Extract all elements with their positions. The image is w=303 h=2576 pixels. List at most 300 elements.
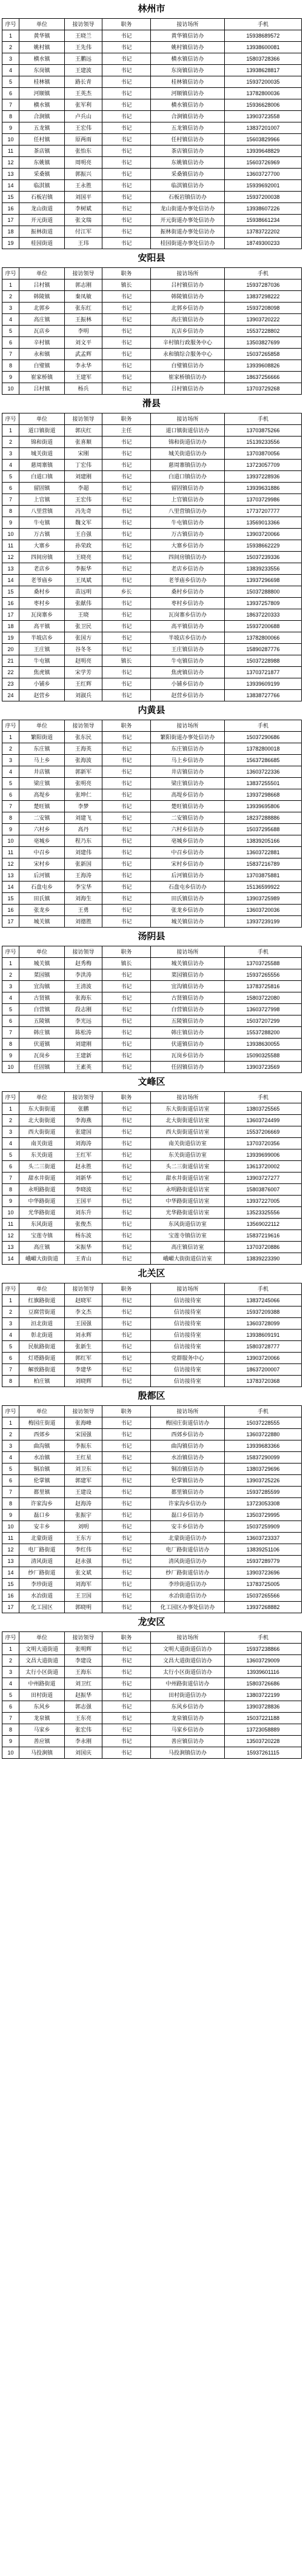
table-cell: 横水镇信访办 — [151, 53, 225, 65]
column-header: 接访场所 — [151, 413, 225, 425]
table-cell: 15803726686 — [225, 1678, 302, 1690]
table-cell: 8 — [2, 1724, 19, 1736]
table-row — [2, 1138, 302, 1149]
table-cell: 13 — [2, 169, 19, 180]
table-cell: 城关镇信访办 — [151, 916, 225, 928]
table-row — [2, 847, 302, 858]
table-cell: 张新国 — [65, 858, 102, 870]
table-cell: 李梦 — [65, 801, 102, 812]
table-cell: 东庄镇信访办 — [151, 743, 225, 755]
table-cell: 7 — [2, 1173, 19, 1184]
section-title: 文峰区 — [138, 1077, 165, 1087]
table-cell: 任固镇信访办 — [151, 1062, 225, 1073]
table-cell: 10 — [2, 134, 19, 146]
table-cell: 15037290686 — [225, 732, 302, 743]
table-cell: 老店乡信访办 — [151, 563, 225, 575]
table-row — [2, 1713, 302, 1724]
table-cell: 15938662229 — [225, 540, 302, 552]
table-row — [2, 1242, 302, 1253]
table-cell: 7 — [2, 349, 19, 360]
table-cell: 13703720886 — [225, 1242, 302, 1253]
table-cell: 书记 — [102, 372, 151, 383]
table-cell: 东大街街道信访室 — [151, 1103, 225, 1115]
table-header-row — [2, 1092, 302, 1103]
column-header: 接访领导 — [65, 1283, 102, 1295]
table-cell: 灯塔路街道 — [19, 1353, 65, 1364]
table-cell: 15136599922 — [225, 882, 302, 893]
table-cell: 刘卫红 — [65, 1678, 102, 1690]
table-row — [2, 337, 302, 349]
table-cell: 城关镇 — [19, 916, 65, 928]
table-row — [2, 812, 302, 824]
table-row — [2, 169, 302, 180]
table-row — [2, 1667, 302, 1678]
table-cell: 15803728366 — [225, 53, 302, 65]
table-cell: 桂园街道办事处信访办 — [151, 238, 225, 249]
table-cell: 峨嵋大街街道信访室 — [151, 1253, 225, 1265]
table-cell: 8 — [2, 812, 19, 824]
table-cell: 李振东 — [65, 1440, 102, 1452]
table-row — [2, 609, 302, 621]
contact-table — [2, 1091, 302, 1265]
table-cell: 郭新军 — [65, 766, 102, 778]
table-cell: 书记 — [102, 1050, 151, 1062]
table-cell: 高堤乡信访办 — [151, 789, 225, 801]
table-cell: 吕村镇 — [19, 383, 65, 395]
table-cell: 梅园庄街道信访办 — [151, 1417, 225, 1429]
table-cell: 石板岩镇信访办 — [151, 192, 225, 203]
table-cell: 18 — [2, 226, 19, 238]
table-cell: 宝莲寺镇信访室 — [151, 1230, 225, 1242]
table-cell: 镇长 — [102, 958, 151, 969]
table-cell: 15603829966 — [225, 134, 302, 146]
table-cell: 书记 — [102, 529, 151, 540]
table-cell: 15037228555 — [225, 1417, 302, 1429]
table-cell: 书记 — [102, 1330, 151, 1341]
column-header: 接访领导 — [65, 1092, 102, 1103]
table-cell: 13903723696 — [225, 1567, 302, 1579]
table-cell: 1 — [2, 1417, 19, 1429]
table-cell: 甜水井街道 — [19, 1173, 65, 1184]
table-cell: 15037288800 — [225, 586, 302, 598]
table-cell: 半坡店乡 — [19, 632, 65, 644]
table-cell: 书记 — [102, 437, 151, 448]
table-cell: 书记 — [102, 326, 151, 337]
table-cell: 书记 — [102, 1713, 151, 1724]
column-header: 手机 — [225, 413, 302, 425]
table-cell: 15 — [2, 192, 19, 203]
table-cell: 东庄镇 — [19, 743, 65, 755]
table-cell: 15939692001 — [225, 180, 302, 192]
column-header: 序号 — [2, 1283, 19, 1295]
table-cell: 田村街道信访办 — [151, 1690, 225, 1701]
table-cell: 1 — [2, 425, 19, 437]
section-title: 殷都区 — [138, 1391, 165, 1401]
table-cell: 13703870056 — [225, 448, 302, 460]
table-row — [2, 76, 302, 88]
table-cell: 书记 — [102, 1115, 151, 1126]
table-cell: 7 — [2, 1364, 19, 1376]
table-cell: 东姚镇 — [19, 157, 65, 169]
table-cell: 书记 — [102, 858, 151, 870]
table-cell: 韩陵镇 — [19, 291, 65, 303]
table-cell: 16 — [2, 905, 19, 916]
table-cell: 李晓波 — [65, 1184, 102, 1196]
table-cell: 13837255501 — [225, 778, 302, 789]
table-row — [2, 1602, 302, 1613]
table-cell: 18749300233 — [225, 238, 302, 249]
table-cell: 段志刚 — [65, 1004, 102, 1015]
table-cell: 13 — [2, 870, 19, 882]
table-row — [2, 1521, 302, 1533]
table-cell: 书记 — [102, 1306, 151, 1318]
table-cell: 书记 — [102, 1452, 151, 1464]
table-cell: 8 — [2, 506, 19, 517]
table-row — [2, 529, 302, 540]
table-cell: 姚村镇 — [19, 42, 65, 53]
table-cell: 6 — [2, 337, 19, 349]
table-cell: 13937257809 — [225, 598, 302, 609]
table-cell: 13939683366 — [225, 1440, 302, 1452]
table-cell: 彰北街道 — [19, 1330, 65, 1341]
column-header: 接访领导 — [65, 1632, 102, 1644]
table-row — [2, 1364, 302, 1376]
table-cell: 15537206669 — [225, 1126, 302, 1138]
table-cell: 10 — [2, 1747, 19, 1759]
table-cell: 13703721877 — [225, 667, 302, 678]
table-cell: 15037259909 — [225, 1521, 302, 1533]
column-header: 职务 — [102, 720, 151, 732]
table-cell: 刘海生 — [65, 893, 102, 905]
table-cell: 10 — [2, 383, 19, 395]
table-cell: 9 — [2, 1196, 19, 1207]
table-cell: 张龙乡 — [19, 905, 65, 916]
table-cell: 梁庄镇 — [19, 778, 65, 789]
table-cell: 石盘屯乡信访办 — [151, 882, 225, 893]
table-cell: 头二三街道信访室 — [151, 1161, 225, 1173]
table-row — [2, 540, 302, 552]
table-cell: 书记 — [102, 88, 151, 99]
table-cell: 道口镇街道 — [19, 425, 65, 437]
table-cell: 张坤仁 — [65, 789, 102, 801]
table-cell: 焦虎镇信访办 — [151, 667, 225, 678]
table-row — [2, 1724, 302, 1736]
table-cell: 陈松涛 — [65, 1027, 102, 1039]
table-cell: 田氏镇信访办 — [151, 893, 225, 905]
table-cell: 任村镇信访办 — [151, 134, 225, 146]
table-cell: 13903728836 — [225, 1701, 302, 1713]
table-cell: 临淇镇 — [19, 180, 65, 192]
table-cell: 书记 — [102, 667, 151, 678]
column-header: 手机 — [225, 1283, 302, 1295]
table-cell: 郭振兴 — [65, 169, 102, 180]
table-cell: 白道口镇信访办 — [151, 471, 225, 483]
table-cell: 亳城乡信访办 — [151, 835, 225, 847]
table-cell: 13937239199 — [225, 916, 302, 928]
table-cell: 15937289779 — [225, 1556, 302, 1567]
table-cell: 书记 — [102, 1544, 151, 1556]
table-cell: 书记 — [102, 337, 151, 349]
table-cell: 书记 — [102, 1149, 151, 1161]
table-row — [2, 678, 302, 690]
table-cell: 书记 — [102, 893, 151, 905]
table-cell: 刘国庆 — [65, 1747, 102, 1759]
table-cell: 振林街道办事处信访办 — [151, 226, 225, 238]
table-cell: 书记 — [102, 1747, 151, 1759]
table-cell: 张献伟 — [65, 598, 102, 609]
table-cell: 永和镇 — [19, 349, 65, 360]
table-cell: 北郭乡 — [19, 303, 65, 314]
table-cell: 书记 — [102, 981, 151, 992]
table-cell: 王永胜 — [65, 180, 102, 192]
table-cell: 瓦岗寨乡信访办 — [151, 609, 225, 621]
table-cell: 东大街街道 — [19, 1103, 65, 1115]
table-row — [2, 1747, 302, 1759]
table-cell: 赵永胜 — [65, 1161, 102, 1173]
table-row — [2, 1556, 302, 1567]
table-cell: 张卫民 — [65, 621, 102, 632]
table-cell: 黄华镇信访办 — [151, 30, 225, 42]
table-cell: 小铺乡 — [19, 678, 65, 690]
table-cell: 书记 — [102, 1533, 151, 1544]
table-cell: 16 — [2, 1590, 19, 1602]
table-cell: 河顺镇信访办 — [151, 88, 225, 99]
table-cell: 13803722199 — [225, 1690, 302, 1701]
table-cell: 13603727700 — [225, 169, 302, 180]
table-cell: 李永华 — [65, 360, 102, 372]
column-header: 接访场所 — [151, 720, 225, 732]
table-row — [2, 303, 302, 314]
table-row — [2, 349, 302, 360]
table-cell: 20 — [2, 644, 19, 655]
table-cell: 瓦店乡信访办 — [151, 326, 225, 337]
column-header: 序号 — [2, 1632, 19, 1644]
table-cell: 留固镇 — [19, 483, 65, 494]
table-cell: 17737207777 — [225, 506, 302, 517]
table-cell: 磊口乡 — [19, 1510, 65, 1521]
table-cell: 光华路街道信访室 — [151, 1207, 225, 1219]
table-cell: 后河镇信访办 — [151, 870, 225, 882]
table-cell: 吕村镇 — [19, 279, 65, 291]
table-cell: 田氏镇 — [19, 893, 65, 905]
table-cell: 书记 — [102, 835, 151, 847]
table-cell: 桂园街道 — [19, 238, 65, 249]
table-cell: 刘建飞 — [65, 812, 102, 824]
table-cell: 电厂路街道信访办 — [151, 1544, 225, 1556]
table-cell: 合涧镇信访办 — [151, 111, 225, 122]
table-cell: 15937285599 — [225, 1487, 302, 1498]
table-cell: 8 — [2, 1184, 19, 1196]
table-row — [2, 279, 302, 291]
table-cell: 王国平 — [65, 1196, 102, 1207]
table-cell: 井店镇 — [19, 766, 65, 778]
section-title: 北关区 — [138, 1269, 165, 1279]
table-cell: 刘建伟 — [65, 847, 102, 858]
table-cell: 15837219616 — [225, 1230, 302, 1242]
table-cell: 横水镇 — [19, 99, 65, 111]
table-cell: 8 — [2, 360, 19, 372]
table-cell: 书记 — [102, 916, 151, 928]
table-cell: 桂林镇信访办 — [151, 76, 225, 88]
table-cell: 都里镇 — [19, 1487, 65, 1498]
table-row — [2, 99, 302, 111]
table-cell: 13937268882 — [225, 1602, 302, 1613]
table-cell: 白璧镇信访办 — [151, 360, 225, 372]
table-cell: 张龙乡信访办 — [151, 905, 225, 916]
table-cell: 武孟辉 — [65, 349, 102, 360]
table-cell: 王建波 — [65, 65, 102, 76]
table-cell: 焦虎镇 — [19, 667, 65, 678]
table-cell: 李振华 — [65, 563, 102, 575]
table-cell: 书记 — [102, 789, 151, 801]
column-header: 手机 — [225, 1632, 302, 1644]
table-header-row — [2, 1632, 302, 1644]
table-cell: 西大街街道信访室 — [151, 1126, 225, 1138]
table-cell: 书记 — [102, 303, 151, 314]
table-cell: 15803722080 — [225, 992, 302, 1004]
table-cell: 辛村镇行政服务中心 — [151, 337, 225, 349]
table-cell: 赵明亮 — [65, 655, 102, 667]
table-cell: 书记 — [102, 238, 151, 249]
table-cell: 13703875881 — [225, 870, 302, 882]
table-cell: 17 — [2, 916, 19, 928]
table-cell: 12 — [2, 1230, 19, 1242]
table-cell: 安丰乡信访办 — [151, 1521, 225, 1533]
table-cell: 李宝华 — [65, 882, 102, 893]
table-cell: 东风街道信访室 — [151, 1219, 225, 1230]
table-cell: 郭红军 — [65, 1353, 102, 1364]
table-cell: 4 — [2, 65, 19, 76]
table-cell: 13939609199 — [225, 678, 302, 690]
table-cell: 张建国 — [65, 1126, 102, 1138]
table-cell: 13783720368 — [225, 1376, 302, 1387]
table-cell: 北大街街道 — [19, 1115, 65, 1126]
table-row — [2, 53, 302, 65]
table-cell: 水冶街道信访办 — [151, 1590, 225, 1602]
table-cell: 宜沟镇信访办 — [151, 981, 225, 992]
table-cell: 王庄镇 — [19, 644, 65, 655]
table-cell: 张海波 — [65, 755, 102, 766]
table-cell: 书记 — [102, 1161, 151, 1173]
table-header-row — [2, 720, 302, 732]
table-cell: 5 — [2, 778, 19, 789]
table-cell: 丁宏伟 — [65, 460, 102, 471]
table-cell: 北蒙街道信访办 — [151, 1533, 225, 1544]
table-row — [2, 180, 302, 192]
table-cell: 田村街道 — [19, 1690, 65, 1701]
table-row — [2, 1318, 302, 1330]
table-cell: 3 — [2, 303, 19, 314]
table-cell: 书记 — [102, 621, 151, 632]
section-title: 林州市 — [138, 4, 165, 14]
table-cell: 书记 — [102, 905, 151, 916]
table-cell: 书记 — [102, 743, 151, 755]
table-row — [2, 1701, 302, 1713]
table-cell: 大寨乡信访办 — [151, 540, 225, 552]
table-cell: 书记 — [102, 801, 151, 812]
table-cell: 15938661234 — [225, 215, 302, 226]
table-cell: 辛村镇 — [19, 337, 65, 349]
table-cell: 老店乡 — [19, 563, 65, 575]
table-cell: 老爷庙乡信访办 — [151, 575, 225, 586]
table-cell: 菜园镇信访办 — [151, 969, 225, 981]
table-cell: 书记 — [102, 1440, 151, 1452]
table-row — [2, 134, 302, 146]
section-title: 内黄县 — [138, 706, 165, 715]
table-cell: 六村乡 — [19, 824, 65, 835]
table-cell: 小铺乡信访办 — [151, 678, 225, 690]
table-cell: 书记 — [102, 609, 151, 621]
table-cell: 王清波 — [65, 981, 102, 992]
table-cell: 信访接待室 — [151, 1341, 225, 1353]
table-cell: 13839223390 — [225, 1253, 302, 1265]
table-cell: 东风街道 — [19, 1219, 65, 1230]
table-cell: 书记 — [102, 870, 151, 882]
table-cell: 合涧镇 — [19, 111, 65, 122]
table-cell: 王先伟 — [65, 42, 102, 53]
table-cell: 15037265566 — [225, 1590, 302, 1602]
table-cell: 书记 — [102, 598, 151, 609]
column-header: 接访领导 — [65, 1406, 102, 1417]
table-cell: 高丹 — [65, 824, 102, 835]
table-row — [2, 690, 302, 701]
table-cell: 2 — [2, 1429, 19, 1440]
table-row — [2, 667, 302, 678]
table-row — [2, 215, 302, 226]
table-cell: 王建新 — [65, 1050, 102, 1062]
table-row — [2, 146, 302, 157]
table-cell: 马投涧镇 — [19, 1747, 65, 1759]
table-cell: 魏文军 — [65, 517, 102, 529]
table-cell: 光华路街道 — [19, 1207, 65, 1219]
table-cell: 书记 — [102, 1510, 151, 1521]
table-cell: 9 — [2, 1736, 19, 1747]
section-title: 安阳县 — [138, 253, 165, 263]
table-row — [2, 916, 302, 928]
table-cell: 书记 — [102, 1429, 151, 1440]
table-cell: 郭志刚 — [65, 279, 102, 291]
table-cell: 9 — [2, 122, 19, 134]
table-cell: 5 — [2, 326, 19, 337]
table-cell: 书记 — [102, 146, 151, 157]
table-cell: 刘明 — [65, 1521, 102, 1533]
table-cell: 采桑镇 — [19, 169, 65, 180]
table-cell: 锦和街道信访办 — [151, 437, 225, 448]
column-header: 单位 — [19, 720, 65, 732]
table-cell: 李明 — [65, 326, 102, 337]
table-cell: 南关街道信访室 — [151, 1138, 225, 1149]
table-cell: 18 — [2, 621, 19, 632]
table-cell: 13839251106 — [225, 1544, 302, 1556]
table-cell: 13903725226 — [225, 1475, 302, 1487]
column-header: 单位 — [19, 19, 65, 30]
table-cell: 书记 — [102, 575, 151, 586]
table-row — [2, 1341, 302, 1353]
table-cell: 五龙镇信访办 — [151, 122, 225, 134]
table-row — [2, 88, 302, 99]
table-cell: 书记 — [102, 755, 151, 766]
table-cell: 信访接待室 — [151, 1330, 225, 1341]
table-cell: 中华路街道信访室 — [151, 1196, 225, 1207]
table-cell: 17 — [2, 215, 19, 226]
table-cell: 马上乡信访办 — [151, 755, 225, 766]
table-cell: 书记 — [102, 1417, 151, 1429]
table-cell: 15637286685 — [225, 755, 302, 766]
table-cell: 14 — [2, 882, 19, 893]
table-cell: 9 — [2, 1510, 19, 1521]
table-cell: 王红军 — [65, 1149, 102, 1161]
table-cell: 13783725005 — [225, 1579, 302, 1590]
